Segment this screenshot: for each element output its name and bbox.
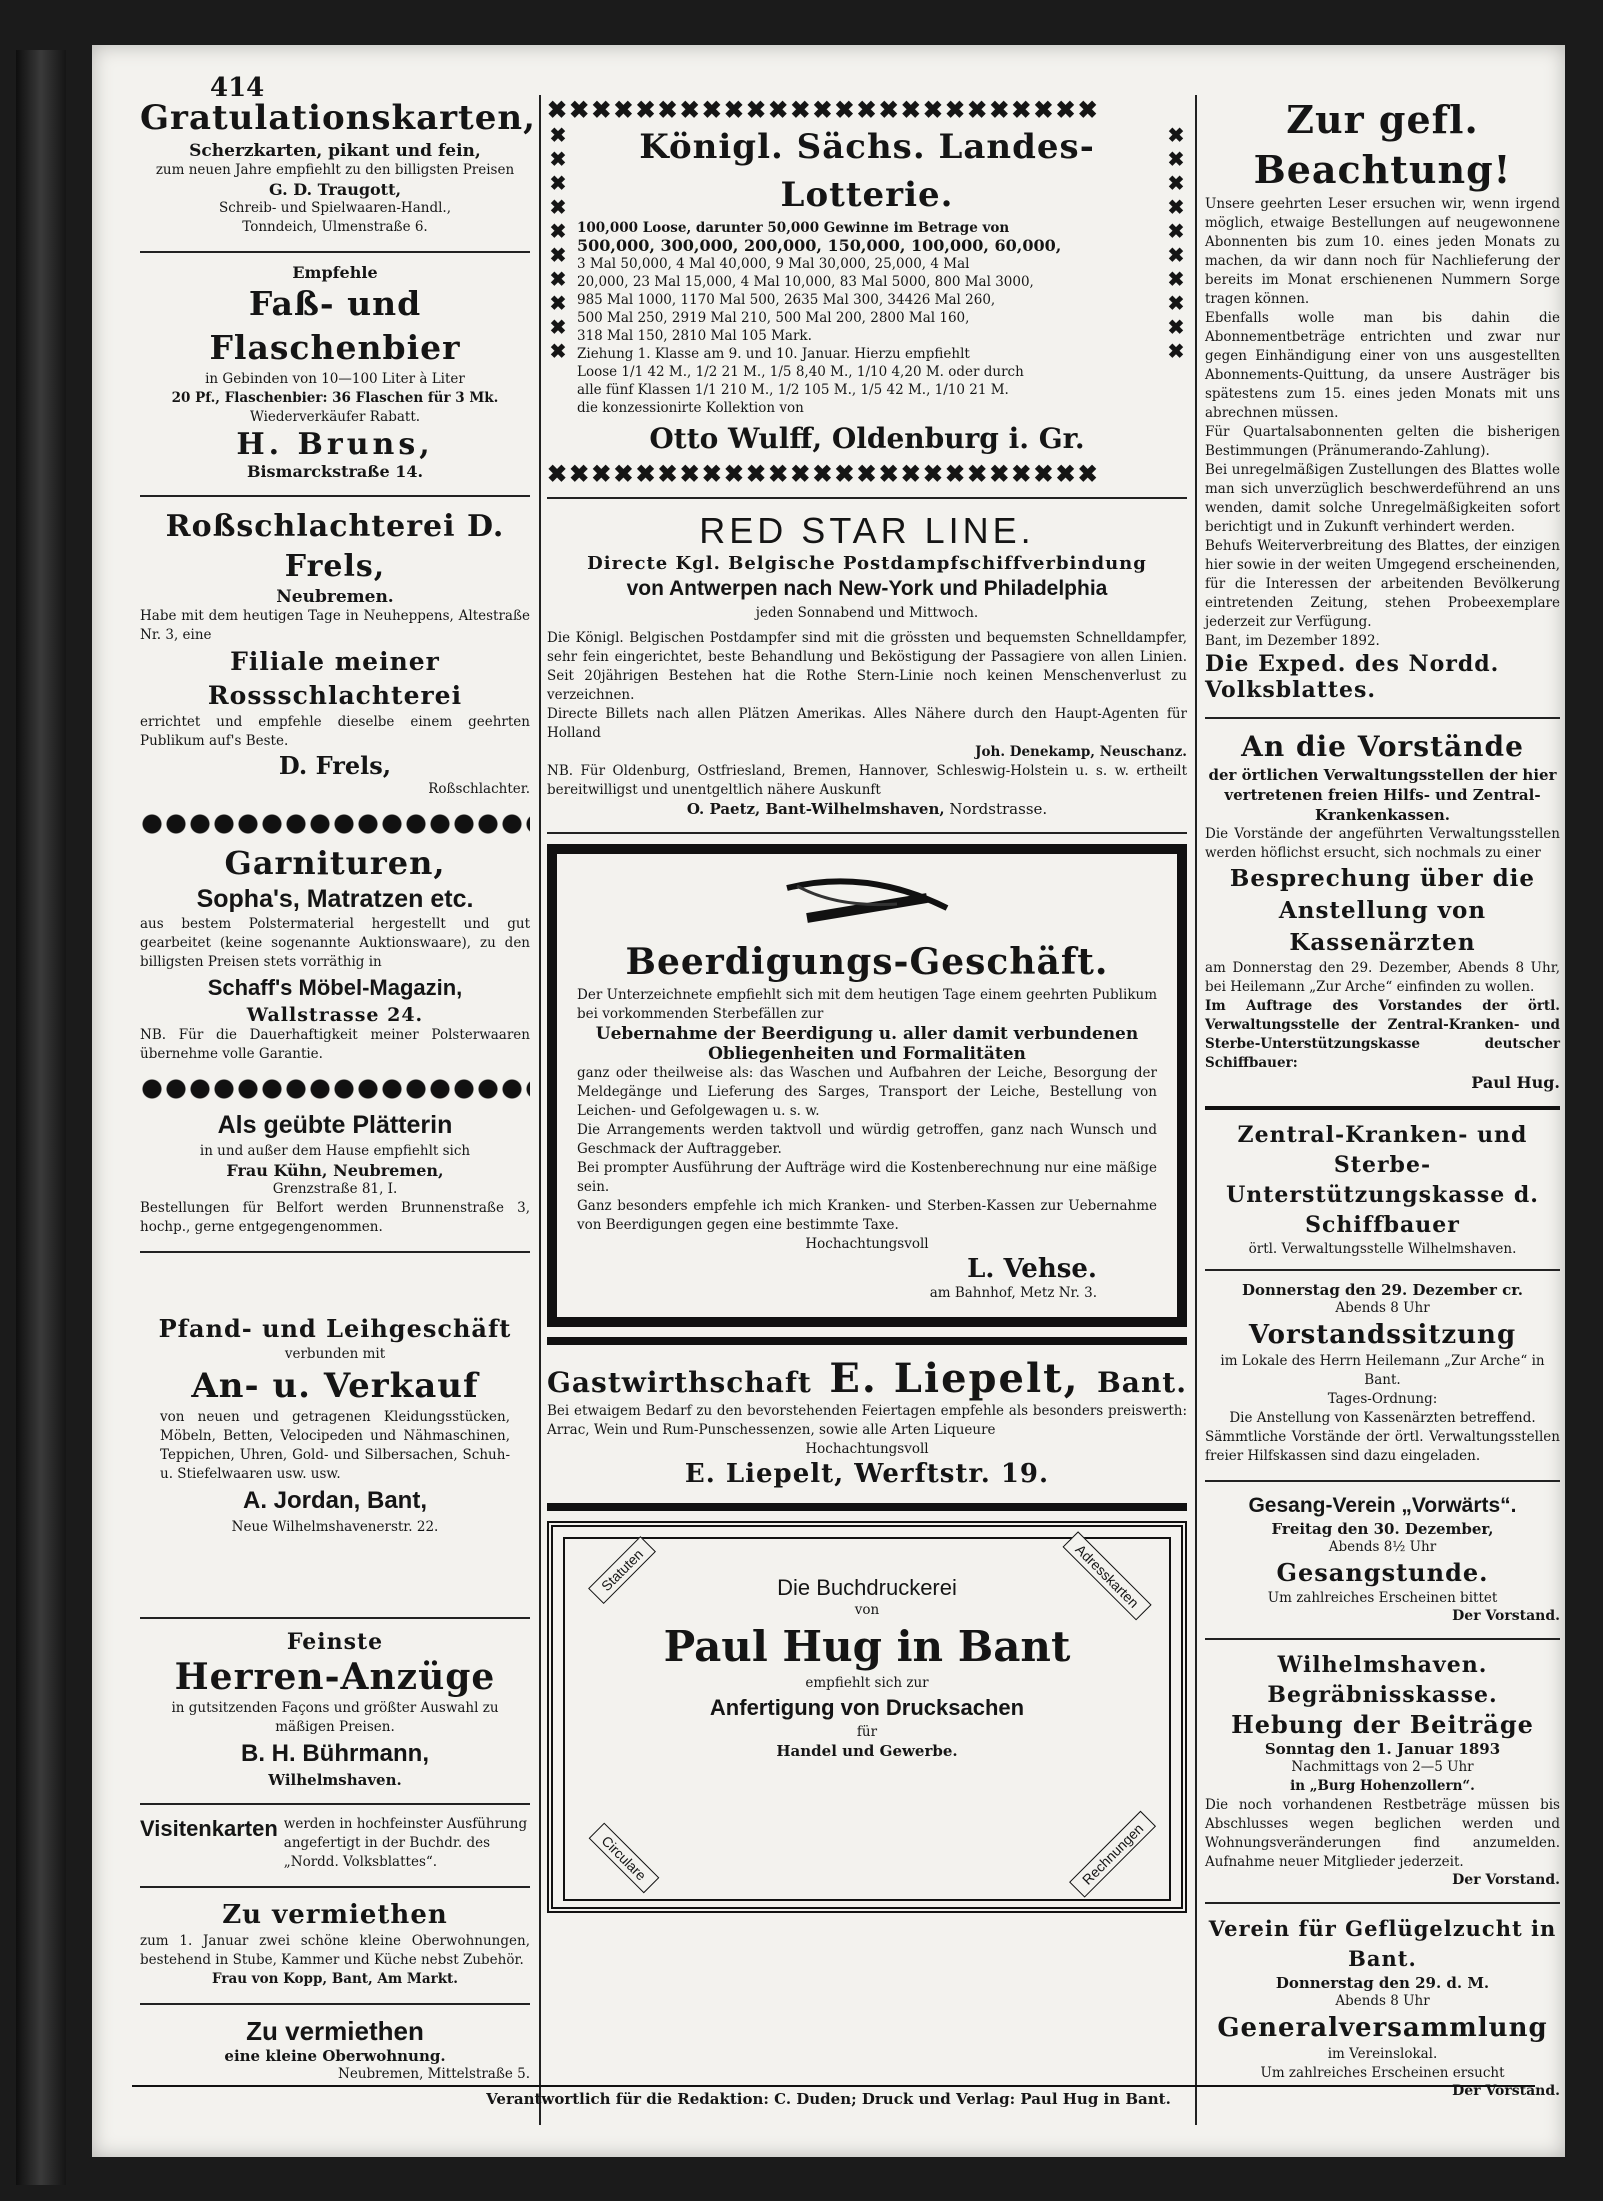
ad-title: Zu vermiethen — [246, 2016, 424, 2046]
dotted-border — [140, 1078, 530, 1100]
ad-address: Wallstrasse 24. — [246, 1004, 424, 1026]
ad-text: für — [856, 1724, 878, 1740]
ad-text: Wiederverkäufer Rabatt. — [249, 409, 421, 425]
divider — [1205, 1269, 1560, 1271]
ad-address: Neue Wilhelmshavenerstr. 22. — [231, 1519, 439, 1535]
ad-text: Ganz besonders empfehle ich mich Kranken- und Sterben-Kassen zur Uebernahme von Beerdigungen gegen eine bestimmte Taxe. — [577, 1198, 1157, 1233]
lottery-border-top: ✖✖✖✖✖✖✖✖✖✖✖✖✖✖✖✖✖✖✖✖✖✖✖✖✖ — [547, 97, 1100, 123]
ad-red-star-line — [547, 509, 1187, 818]
ad-signature: Der Vorstand. — [1452, 1872, 1560, 1888]
ad-date: Donnerstag den 29. d. M. — [1275, 1974, 1490, 1992]
imprint-footer: Verantwortlich für die Redaktion: C. Duden; Druck und Verlag: Paul Hug in Bant. — [486, 2090, 1171, 2108]
column-divider-left — [539, 95, 541, 2125]
ad-time: Abends 8 Uhr — [1335, 1993, 1430, 2009]
ad-time: Abends 8 Uhr — [1335, 1300, 1430, 1316]
ad-address: am Bahnhof, Metz Nr. 3. — [929, 1285, 1097, 1301]
ad-beer — [140, 263, 530, 481]
ad-title-2: Generalversammlung — [1217, 2013, 1548, 2043]
ad-name: Frau Kühn, Neubremen, — [226, 1161, 444, 1180]
ad-text: Um zahlreiches Erscheinen ersucht — [1260, 2065, 1505, 2081]
ad-title: Gesang-Verein „Vorwärts“. — [1248, 1494, 1517, 1517]
notice-poultry — [1205, 1914, 1560, 2099]
palm-cross-icon — [777, 868, 957, 938]
ad-text: von neuen und getragenen Kleidungsstücken, Möbeln, Betten, Velocipeden und Nähmaschinen, Teppichen, Uhren, Gold- und Silbersachen, Schuh- u. Stiefelwaaren usw. usw. — [160, 1409, 510, 1482]
ad-text: Im Auftrage des Vorstandes der örtl. Verwaltungsstelle der Zentral-Kranken- und Sterbe-Unterstützungskasse deutscher Schiffbauer: — [1205, 998, 1560, 1071]
ad-address: Grenzstraße 81, I. — [272, 1181, 398, 1197]
ad-agenda-item: Die Anstellung von Kassenärzten betreffend. — [1229, 1410, 1536, 1426]
ad-horse-butcher — [140, 507, 530, 799]
ad-title: Wilhelmshaven. Begräbnisskasse. — [1267, 1652, 1498, 1708]
ad-greeting: Hochachtungsvoll — [805, 1441, 929, 1457]
divider — [140, 251, 530, 253]
ad-title-2: Vorstandssitzung — [1248, 1320, 1517, 1350]
ad-title: Roßschlachterei D. Frels, — [165, 509, 505, 584]
printer-frame — [563, 1537, 1171, 1901]
ad-title: Gratulationskarten, — [140, 98, 536, 138]
lottery-line: Loose 1/1 42 M., 1/2 21 M., 1/5 8,40 M., 1/10 4,20 M. oder durch — [577, 364, 1024, 380]
ad-title: Königl. Sächs. Landes-Lotterie. — [639, 127, 1095, 215]
ad-text: Die noch vorhandenen Restbeträge müssen bis Abschlusses wegen beglichen werden und Wohnungsveränderungen find anzumelden. Aufnahme neuer Mitglieder jederzeit. — [1205, 1797, 1560, 1870]
ad-address: Nordstrasse. — [949, 800, 1048, 818]
ad-title-2: An- u. Verkauf — [191, 1366, 479, 1406]
ad-pawnshop — [140, 1263, 530, 1537]
divider — [140, 495, 530, 497]
notice-boards — [1205, 729, 1560, 1092]
newspaper-page — [92, 45, 1565, 2157]
ad-place: im Vereinslokal. — [1327, 2046, 1438, 2062]
ad-text: 20 Pf., Flaschenbier: 36 Flaschen für 3 Mk. — [171, 390, 499, 406]
lottery-line: 318 Mal 150, 2810 Mal 105 Mark. — [577, 328, 812, 344]
ad-text: zum neuen Jahre empfiehlt zu den billigsten Preisen — [155, 162, 515, 178]
divider — [140, 1886, 530, 1888]
book-spine — [16, 50, 66, 2185]
ad-greeting: Hochachtungsvoll — [805, 1236, 929, 1252]
lottery-border-bottom: ✖✖✖✖✖✖✖✖✖✖✖✖✖✖✖✖✖✖✖✖✖✖✖✖✖ — [547, 461, 1100, 487]
ad-subtitle: Sopha's, Matratzen etc. — [196, 885, 474, 913]
ad-date: Bant, im Dezember 1892. — [1205, 633, 1380, 649]
divider — [140, 1251, 530, 1253]
ad-text: Bei unregelmäßigen Zustellungen des Blattes wolle man sich unverzüglich beschwerdeführend an uns wenden, damit solche Unregelmäßigkeiten sofort berichtigt und in Zukunft verhindert werden. — [1205, 462, 1560, 535]
divider — [1205, 1902, 1560, 1904]
ad-ironer — [140, 1108, 530, 1237]
ad-text: von — [854, 1602, 880, 1618]
ad-text: Für Quartalsabonnenten gelten die bisherigen Bestimmungen (Pränumerando-Zahlung). — [1205, 424, 1560, 459]
ad-rent-2 — [140, 2015, 530, 2084]
ad-text: ganz oder theilweise als: das Waschen und Aufbahren der Leiche, Besorgung der Meldegänge und Lieferung des Sarges, Transport der Leiche, Bestellung von Leichen- und Gefolgewagen u. s. w. — [577, 1065, 1157, 1119]
divider — [140, 1803, 530, 1805]
lottery-line: Ziehung 1. Klasse am 9. und 10. Januar. Hierzu empfiehlt — [577, 346, 970, 362]
divider — [140, 2003, 530, 2005]
ad-subtitle: von Antwerpen nach New-York und Philadelphia — [626, 577, 1108, 600]
ad-text: Die Buchdruckerei — [777, 1575, 957, 1600]
ad-funeral — [547, 844, 1187, 1327]
ad-place: im Lokale des Herrn Heilemann „Zur Arche“ in Bant. — [1220, 1353, 1545, 1388]
divider — [1205, 1638, 1560, 1640]
ad-name: D. Frels, — [278, 751, 392, 780]
ad-time: Abends 8½ Uhr — [1328, 1539, 1437, 1555]
ad-title: Zentral-Kranken- und Sterbe-Unterstützungskasse d. Schiffbauer — [1226, 1122, 1539, 1238]
ad-text: Der Unterzeichnete empfiehlt sich mit dem heutigen Tage einem geehrten Publikum bei vorkommenden Sterbefällen zur — [577, 987, 1157, 1022]
ad-name: E. Liepelt, Werftstr. 19. — [684, 1459, 1050, 1489]
ad-name: B. H. Bührmann, — [240, 1740, 429, 1767]
ad-name: Schaff's Möbel-Magazin, — [207, 975, 463, 1000]
ad-title: Visitenkarten — [140, 1816, 278, 1841]
ad-greeting-cards — [140, 95, 536, 237]
corner-label: Circulare — [589, 1823, 660, 1894]
ad-name: Paul Hug. — [1471, 1073, 1560, 1092]
ad-text: errichtet und empfehle dieselbe einem geehrten Publikum auf's Beste. — [140, 714, 530, 749]
lottery-line: 3 Mal 50,000, 4 Mal 40,000, 9 Mal 30,000, 25,000, 4 Mal — [577, 256, 970, 272]
divider — [547, 497, 1187, 499]
lottery-line: 100,000 Loose, darunter 50,000 Gewinne im Betrage von — [577, 220, 1010, 236]
ad-agenda-item: Sämmtliche Vorstände der örtl. Verwaltungsstellen freier Hilfskassen sind dazu eingeladen. — [1205, 1429, 1560, 1464]
ad-subtitle: örtl. Verwaltungsstelle Wilhelmshaven. — [1248, 1241, 1517, 1257]
column-left — [140, 95, 536, 2098]
footer-rule — [132, 2085, 1535, 2087]
ad-head: Empfehle — [292, 263, 378, 282]
ad-text: Ebenfalls wolle man bis dahin die Abonnementbeträge entrichten und zwar nur gegen Einhändigung einer von uns ausgestellten Abonnements-Quittung, da unsere Austräger bis spätestens zum 15. eines jeden Monats mit uns abrechnen müssen. — [1205, 310, 1560, 421]
ad-title: Zur gefl. Beachtung! — [1253, 97, 1512, 192]
ad-text: in gutsitzenden Façons und größter Auswahl zu mäßigen Preisen. — [171, 1700, 499, 1735]
ad-name: Paul Hug in Bant — [663, 1622, 1071, 1671]
ad-rent-1 — [140, 1898, 530, 1989]
ad-subtitle: Scherzkarten, pikant und fein, — [189, 141, 481, 161]
ad-title-2: Gesangstunde. — [1276, 1558, 1489, 1587]
ad-title: Pfand- und Leihgeschäft — [158, 1314, 512, 1343]
notice-attention — [1205, 95, 1560, 703]
ad-text: werden in hochfeinster Ausführung angefertigt in der Buchdr. des „Nordd. Volksblattes“. — [283, 1816, 528, 1870]
ad-text: Bei etwaigem Bedarf zu den bevorstehenden Feiertagen empfehle als besonders preiswerth: Arrac, Wein und Rum-Punschessenzen, sowie alle Arten Liqueure — [547, 1403, 1187, 1438]
ad-text: Habe mit dem heutigen Tage in Neuheppens, Altestraße Nr. 3, eine — [140, 608, 530, 643]
ad-name: G. D. Traugott, — [268, 180, 402, 199]
ad-title: Gastwirthschaft — [547, 1366, 812, 1399]
ad-name: H. Bruns, — [236, 427, 434, 462]
ad-text: Die Arrangements werden taktvoll und würdig getroffen, ganz nach Wunsch und Geschmack der Auftraggeber. — [577, 1122, 1157, 1157]
ad-address: Schreib- und Spielwaaren-Handl., — [218, 200, 451, 216]
notice-burial-fund — [1205, 1650, 1560, 1888]
ad-text: Directe Billets nach allen Plätzen Amerikas. Alles Nähere durch den Haupt-Agenten für Holland — [547, 706, 1187, 741]
ad-bold-text: Uebernahme der Beerdigung u. aller damit verbundenen — [595, 1024, 1139, 1044]
ad-note: NB. Für die Dauerhaftigkeit meiner Polsterwaaren übernehme volle Garantie. — [140, 1027, 530, 1062]
ad-title-2: Besprechung über die Anstellung von Kassenärzten — [1229, 865, 1536, 956]
ad-name: L. Vehse. — [967, 1254, 1097, 1284]
lottery-border-right: ✖✖✖✖✖✖✖✖✖✖ — [1167, 123, 1185, 363]
ad-title: Zu vermiethen — [222, 1900, 448, 1930]
ad-place: in „Burg Hohenzollern“. — [1290, 1778, 1475, 1794]
column-middle — [547, 97, 1187, 1913]
lottery-line: 500 Mal 250, 2919 Mal 210, 500 Mal 200, 2800 Mal 160, — [577, 310, 970, 326]
ad-signature: Die Exped. des Nordd. Volksblattes. — [1205, 651, 1500, 703]
divider — [140, 1617, 530, 1619]
ad-title: Anfertigung von Drucksachen — [709, 1695, 1025, 1720]
ad-text: in und außer dem Hause empfiehlt sich — [199, 1143, 471, 1159]
ad-subtitle: Directe Kgl. Belgische Postdampfschiffverbindung — [587, 553, 1147, 574]
ad-title-2: Hebung der Beiträge — [1231, 1710, 1534, 1739]
lottery-line: die konzessionirte Kollektion von — [577, 400, 804, 416]
ad-place: Wilhelmshaven. — [268, 1771, 402, 1789]
ad-lottery — [547, 123, 1187, 461]
ad-text: Die Königl. Belgischen Postdampfer sind mit die grössten und bequemsten Schnelldampfer, sehr fein eingerichtet, beste Behandlung und Beköstigung der Passagiere von allen Linien. Seit 20jährigen Bestehen hat die Rothe Stern-Linie noch keinen Menschenverlust zu verzeichnen. — [547, 630, 1187, 703]
ad-name: Frau von Kopp, Bant, Am Markt. — [212, 1971, 458, 1987]
ad-printer — [547, 1521, 1187, 1913]
ad-agenda: Tages-Ordnung: — [1327, 1391, 1438, 1407]
ad-title: Bant. — [1097, 1366, 1187, 1399]
divider — [1205, 717, 1560, 719]
ad-bold-text: Obliegenheiten und Formalitäten — [708, 1044, 1026, 1064]
ad-address: Neubremen, Mittelstraße 5. — [338, 2066, 530, 2082]
ad-visiting-cards — [140, 1815, 530, 1872]
ad-title: RED STAR LINE. — [699, 510, 1035, 551]
ad-text: Behufs Weiterverbreitung des Blattes, der einzigen hier sowie in der weiten Umgegend erscheinenden, für die Interessen der arbeitenden Bevölkerung eintretenden Zeitung, stehen Probeexemplare jederzeit zur Verfügung. — [1205, 538, 1560, 630]
divider — [1205, 1480, 1560, 1482]
ad-date: Donnerstag den 29. Dezember cr. — [1241, 1281, 1524, 1299]
divider — [547, 1503, 1187, 1511]
ad-subtitle: der örtlichen Verwaltungsstellen der hier vertretenen freien Hilfs- und Zentral-Krankenkassen. — [1208, 766, 1557, 824]
ad-text: Die Vorstände der angeführten Verwaltungsstellen werden höflichst ersucht, sich nochmals zu einer — [1205, 826, 1560, 861]
divider — [547, 832, 1187, 834]
ad-name: Otto Wulff, Oldenburg i. Gr. — [649, 422, 1085, 455]
ad-title: Verein für Geflügelzucht in Bant. — [1208, 1916, 1557, 1971]
corner-label: Adresskarten — [1062, 1531, 1151, 1620]
ad-text: Unsere geehrten Leser ersuchen wir, wenn irgend möglich, etwaige Bestellungen auf neugewonnene Abonnenten bis zum 10. eines jeden Monats zu machen, da wir dann noch für Nachlieferung der bereits im Monat erschienenen Nummern Sorge tragen können. — [1205, 196, 1560, 307]
ad-time: Nachmittags von 2—5 Uhr — [1291, 1759, 1474, 1775]
ad-date: Freitag den 30. Dezember, — [1271, 1520, 1494, 1538]
dotted-border — [140, 813, 530, 835]
ad-place: Neubremen. — [276, 587, 394, 607]
corner-label: Rechnungen — [1069, 1810, 1156, 1897]
ad-text: NB. Für Oldenburg, Ostfriesland, Bremen, Hannover, Schleswig-Holstein u. s. w. ertheilt bereitwilligst und unentgeltlich nähere Auskunft — [547, 763, 1187, 798]
ad-text: am Donnerstag den 29. Dezember, Abends 8 Uhr, bei Heilemann „Zur Arche“ einfinden zu wollen. — [1205, 960, 1560, 995]
ad-suits — [140, 1629, 530, 1789]
ad-title: Beerdigungs-Geschäft. — [625, 941, 1109, 983]
ad-text: zum 1. Januar zwei schöne kleine Oberwohnungen, bestehend in Stube, Kammer und Küche nebst Zubehör. — [140, 1933, 530, 1968]
ad-address: Tonndeich, Ulmenstraße 6. — [242, 219, 428, 235]
ad-head: Feinste — [286, 1629, 384, 1655]
lottery-line: 20,000, 23 Mal 15,000, 4 Mal 10,000, 83 Mal 5000, 800 Mal 3000, — [577, 274, 1034, 290]
ad-text: Bei prompter Ausführung der Aufträge wird die Kostenberechnung nur eine mäßige sein. — [577, 1160, 1157, 1195]
ad-role: Roßschlachter. — [428, 781, 530, 797]
ad-title: Faß- und Flaschenbier — [209, 284, 461, 367]
page-number: 414 — [210, 73, 265, 103]
ad-text: Bestellungen für Belfort werden Brunnenstraße 3, hochp., gerne entgegengenommen. — [140, 1200, 530, 1235]
divider — [1205, 1106, 1560, 1110]
ad-name: A. Jordan, Bant, — [242, 1487, 428, 1514]
lottery-line: 985 Mal 1000, 1170 Mal 500, 2635 Mal 300, 34426 Mal 260, — [577, 292, 996, 308]
ad-title: An die Vorstände — [1241, 730, 1524, 763]
column-divider-right — [1195, 95, 1197, 2125]
notice-fund — [1205, 1120, 1560, 1466]
lottery-border-left: ✖✖✖✖✖✖✖✖✖✖ — [549, 123, 567, 363]
ad-title-2: Filiale meiner Rossschlachterei — [207, 647, 463, 710]
ad-title: Herren-Anzüge — [174, 1656, 496, 1698]
ad-title: Als geübte Plätterin — [217, 1111, 453, 1139]
ad-address: Bismarckstraße 14. — [246, 462, 424, 481]
ad-text: Um zahlreiches Erscheinen bittet — [1267, 1590, 1498, 1606]
corner-label: Statuten — [588, 1536, 656, 1604]
ad-text: Handel und Gewerbe. — [776, 1742, 958, 1760]
ad-date: Sonntag den 1. Januar 1893 — [1264, 1740, 1501, 1758]
ad-text: aus bestem Polstermaterial hergestellt und gut gearbeitet (keine sogenannte Auktionswaare), zu den billigsten Preisen stets vorräthig in — [140, 916, 530, 970]
ad-signature: Der Vorstand. — [1452, 2083, 1560, 2099]
ad-text: empfiehlt sich zur — [805, 1675, 929, 1691]
lottery-line: alle fünf Klassen 1/1 210 M., 1/2 105 M., 1/5 42 M., 1/10 21 M. — [577, 382, 1009, 398]
ad-signature: Der Vorstand. — [1452, 1608, 1560, 1624]
column-right — [1205, 95, 1560, 2113]
ad-title: Garnituren, — [224, 844, 446, 882]
ad-furniture — [140, 843, 530, 1064]
ad-subtitle: verbunden mit — [284, 1346, 386, 1362]
ad-text: in Gebinden von 10—100 Liter à Liter — [205, 371, 465, 387]
ad-title: E. Liepelt, — [829, 1355, 1080, 1402]
ad-inn — [547, 1355, 1187, 1489]
ad-text: eine kleine Oberwohnung. — [224, 2047, 446, 2065]
lottery-line: 500,000, 300,000, 200,000, 150,000, 100,000, 60,000, — [577, 236, 1062, 255]
ad-subtitle: jeden Sonnabend und Mittwoch. — [755, 605, 979, 621]
ad-agent: Joh. Denekamp, Neuschanz. — [975, 744, 1187, 760]
ad-name: O. Paetz, Bant-Wilhelmshaven, — [686, 800, 945, 818]
notice-choir — [1205, 1492, 1560, 1624]
divider — [547, 1337, 1187, 1345]
